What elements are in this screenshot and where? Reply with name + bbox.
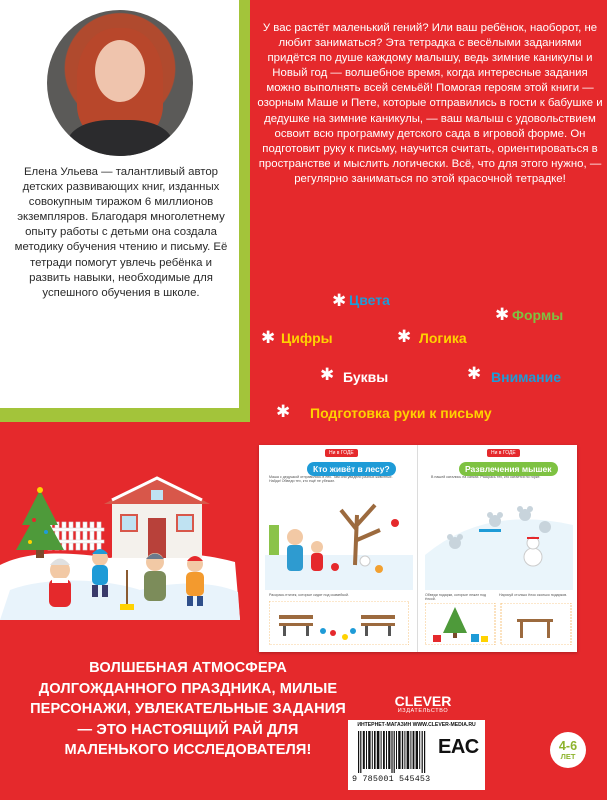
barcode [358,731,426,773]
right-task-1: В нашей катались на санках. Раскрась тех, кто катается по горке. [431,475,541,479]
left-task-1: Маша с дедушкой отправились в лес. Там они увидели разных животных. Найди! Обведи тех, кто ещё не убежал. [269,475,393,484]
publisher-logo-text: CLEVER [394,693,452,709]
left-page-header: Ни в ГОДЕ [325,449,358,457]
workbook-spread-preview [259,445,577,652]
right-page-header: Ни в ГОДЕ [487,449,520,457]
eac-mark: EAC [438,736,479,758]
forest-scene-illustration [265,485,413,590]
right-task-2: Обведи подарки, которые лежат под ёлкой. [425,593,486,602]
age-value: 4-6 [558,739,578,753]
isbn-number: 9 785001 545453 [352,774,431,784]
skill-letters: Буквы [343,369,389,385]
publisher-logo [393,694,453,715]
star-icon: ✱ [495,305,510,324]
author-panel [0,0,239,408]
shop-url: ИНТЕРНЕТ-МАГАЗИН WWW.CLEVER-MEDIA.RU [357,722,476,728]
author-photo [47,10,193,156]
winter-scene-illustration [0,470,240,620]
tree-and-table-illustration [425,603,573,645]
left-task-2: Раскрась птичек, которые сидят под скамейкой. [269,593,350,597]
right-page-title: Развлечения мышек [459,462,558,476]
publisher-logo-sub: ИЗДАТЕЛЬСТВО [397,708,449,714]
age-unit: ЛЕТ [560,752,576,761]
age-badge [550,732,586,768]
skill-numbers: Цифры [281,330,333,346]
star-icon: ✱ [397,327,412,346]
right-task-3: Нарисуй столько ёлок сколько подарков. [499,593,568,597]
author-bio: Елена Ульева — талантливый автор детских развивающих книг, изданных совокупным тиражом 6 миллионов экземпляров. Благодаря многолетнему опыту работы с детьми она создала методику обучения чтению и письму. Её тетради помогут увлечь ребёнка и развить навыки, необходимые для успешного обучения в школе. [14,166,228,299]
star-icon: ✱ [276,402,291,421]
star-icon: ✱ [320,365,335,384]
skill-colors: Цвета [349,292,390,308]
benches-illustration [269,601,409,645]
sledding-mice-illustration [425,485,573,590]
spread-gutter [417,445,418,652]
star-icon: ✱ [261,328,276,347]
skill-logic: Логика [419,330,467,346]
book-description: У вас растёт маленький гений? Или ваш ребёнок, наоборот, не любит заниматься? Эта тетрадка с весёлыми заданиями придётся по душе каждому малышу, ведь зимние каникулы и Новый год — волшебное время, когда интересные задания можно выполнять всей семьёй! Помогая героям этой книги — озорным Маше и Пете, которые отправились в гости к бабушке и дедушке на зимние каникулы, — ваш малыш с удовольствием освоит всю программу детского сада в игровой форме. Он подготовит руку к письму, научится считать, ориентироваться в пространстве и мыслить логически. Всё, что для этого нужно, — регулярно заниматься по этой красочной тетрадке! [257,22,603,185]
skill-attention: Внимание [491,369,561,385]
star-icon: ✱ [332,291,347,310]
left-page-title: Кто живёт в лесу? [307,462,396,476]
bottom-slogan: ВОЛШЕБНАЯ АТМОСФЕРА ДОЛГОЖДАННОГО ПРАЗДНИКА, МИЛЫЕ ПЕРСОНАЖИ, УВЛЕКАТЕЛЬНЫЕ ЗАДАНИЯ — ЭТО НАСТОЯЩИЙ РАЙ ДЛЯ МАЛЕНЬКОГО ИССЛЕДОВАТЕЛЯ! [30,660,346,759]
skill-shapes: Формы [512,307,564,323]
skill-handwriting: Подготовка руки к письму [310,405,492,421]
star-icon: ✱ [467,364,482,383]
barcode-block [348,720,485,790]
